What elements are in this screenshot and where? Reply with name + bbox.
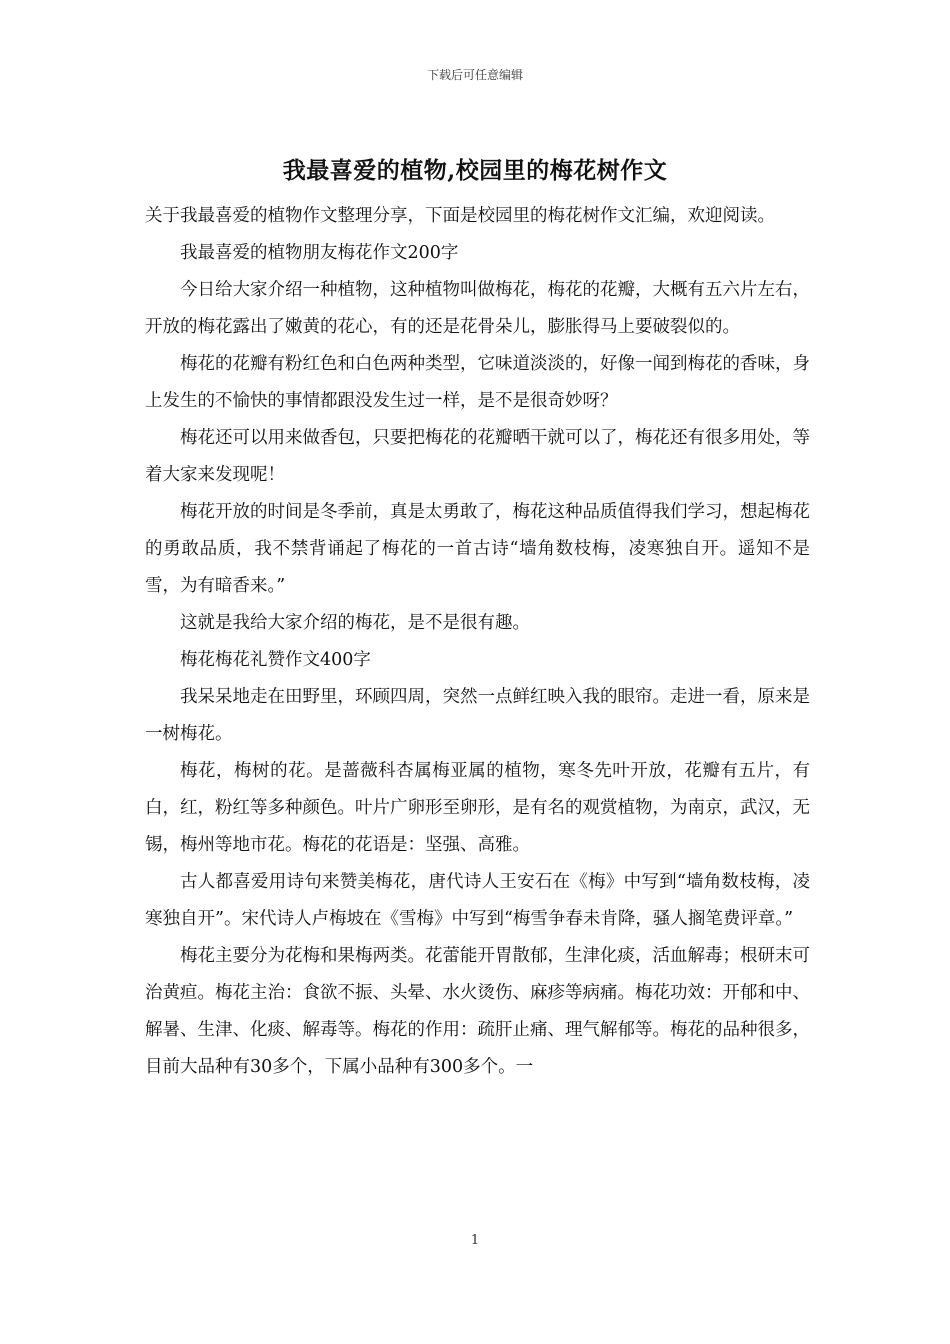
- intro-paragraph: 关于我最喜爱的植物作文整理分享，下面是校园里的梅花树作文汇编，欢迎阅读。: [145, 206, 775, 226]
- body-paragraph: 梅花的花瓣有粉红色和白色两种类型，它味道淡淡的，好像一闻到梅花的香味，身上发生的不愉快的事情都跟没发生过一样，是不是很奇妙呀？: [145, 354, 810, 411]
- subheading-200: 我最喜爱的植物朋友梅花作文200字: [180, 243, 459, 263]
- subheading-400: 梅花梅花礼赞作文400字: [180, 650, 371, 670]
- body-paragraph: 梅花还可以用来做香包，只要把梅花的花瓣晒干就可以了，梅花还有很多用处，等着大家来发现呢！: [145, 428, 810, 485]
- body-paragraph: 古人都喜爱用诗句来赞美梅花，唐代诗人王安石在《梅》中写到“墙角数枝梅，凌寒独自开”。宋代诗人卢梅坡在《雪梅》中写到“梅雪争春未肯降，骚人搁笔费评章。”: [145, 872, 810, 929]
- body-paragraph: 这就是我给大家介绍的梅花，是不是很有趣。: [180, 613, 530, 633]
- header-note: 下载后可任意编辑: [426, 68, 523, 82]
- page-number: 1: [470, 1233, 480, 1248]
- body-paragraph: 今日给大家介绍一种植物，这种植物叫做梅花，梅花的花瓣，大概有五六片左右，开放的梅花露出了嫩黄的花心，有的还是花骨朵儿，膨胀得马上要破裂似的。: [145, 280, 810, 337]
- body-paragraph: 梅花主要分为花梅和果梅两类。花蕾能开胃散郁，生津化痰，活血解毒；根研末可治黄疸。梅花主治：食欲不振、头晕、水火烫伤、麻疹等病痛。梅花功效：开郁和中、解暑、生津、化痰、解毒等。梅花的作用：疏肝止痛、理气解郁等。梅花的品种很多，目前大品种有30多个，下属小品种有300多个。一: [145, 946, 810, 1077]
- body-paragraph: 梅花开放的时间是冬季前，真是太勇敢了，梅花这种品质值得我们学习，想起梅花的勇敢品质，我不禁背诵起了梅花的一首古诗“墙角数枝梅，凌寒独自开。遥知不是雪，为有暗香来。”: [145, 502, 810, 596]
- document-body: [145, 198, 810, 1086]
- body-paragraph: 梅花，梅树的花。是蔷薇科杏属梅亚属的植物，寒冬先叶开放，花瓣有五片，有白，红，粉红等多种颜色。叶片广卵形至卵形，是有名的观赏植物，为南京，武汉，无锡，梅州等地市花。梅花的花语是：坚强、高雅。: [145, 761, 810, 855]
- document-title: 我最喜爱的植物,校园里的梅花树作文: [282, 157, 668, 184]
- body-paragraph: 我呆呆地走在田野里，环顾四周，突然一点鲜红映入我的眼帘。走进一看，原来是一树梅花。: [145, 687, 810, 744]
